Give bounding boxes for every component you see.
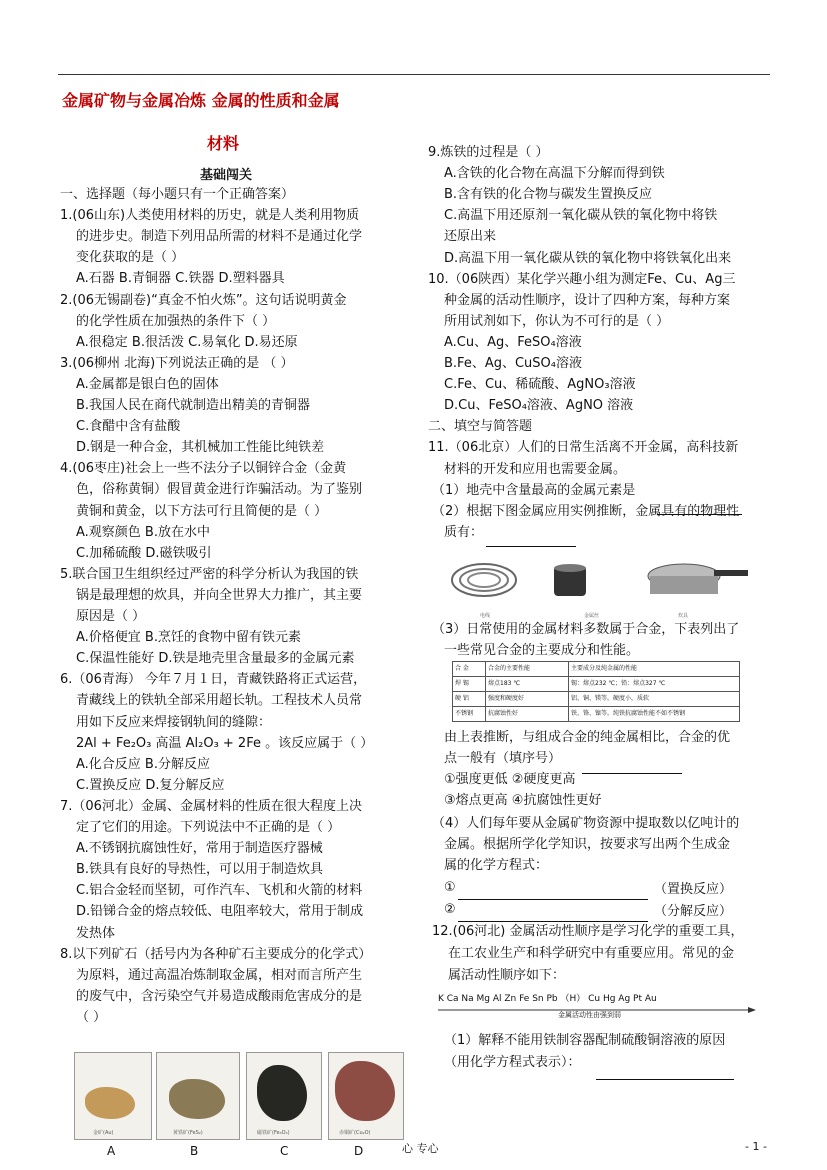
text-line: （ ） [76, 1009, 107, 1025]
equation-blank-1[interactable] [458, 886, 648, 900]
text-line: 材料的开发和应用也需要金属。 [444, 461, 627, 477]
item-caption: 电线 [480, 613, 491, 619]
text-line: ② [444, 902, 456, 917]
ore-letter: A [107, 1144, 116, 1158]
text-line: 还原出来 [444, 229, 497, 245]
item-caption: 炊具 [678, 613, 689, 619]
text-line: A.Cu、Ag、FeSO₄溶液 [444, 334, 582, 350]
ore-caption: 磁铁矿(Fe₃O₄) [257, 1130, 290, 1136]
text-line: 2Al + Fe₂O₃ 高温 Al₂O₃ + 2Fe 。该反应属于（ ） [76, 735, 374, 751]
text-line: 3.(06柳州 北海)下列说法正确的是 （ ） [60, 355, 294, 371]
text-line: （1）地壳中含量最高的金属元素是 [432, 482, 636, 498]
text-line: C.置换反应 D.复分解反应 [76, 777, 225, 793]
ore-image-pyrite [156, 1052, 240, 1140]
text-line: C.食醋中含有盐酸 [76, 419, 181, 435]
text-line: 用如下反应来焊接钢轨间的缝隙： [76, 714, 272, 730]
text-line: 变化获取的是（ ） [76, 250, 185, 266]
text-line: A.石器 B.青铜器 C.铁器 D.塑料器具 [76, 271, 285, 287]
text-line: B.我国人民在商代就制造出精美的青铜器 [76, 398, 311, 413]
text-line: B.铁具有良好的导热性，可以用于制造炊具 [76, 862, 324, 878]
text-line: 为原料，通过高温冶炼制取金属，相对而言所产生 [76, 967, 363, 983]
text-line: ① [444, 880, 456, 895]
text-line: 的化学性质在加强热的条件下（ ） [76, 313, 276, 329]
table-cell: 焊 锡 [453, 677, 486, 692]
text-line: 二、填空与简答题 [428, 419, 533, 435]
text-line: 一些常见合金的主要成分和性能。 [444, 643, 640, 658]
text-line: A.化合反应 B.分解反应 [76, 756, 210, 772]
text-line: （2）根据下图金属应用实例推断，金属具有的物理性 [432, 503, 740, 519]
text-line: （用化学方程式表示）： [444, 1055, 581, 1070]
text-line: 金属。根据所学化学知识，按要求写出两个生成金 [444, 837, 731, 852]
text-line: A.很稳定 B.很活泼 C.易氧化 D.易还原 [76, 334, 298, 350]
text-line: （3）日常使用的金属材料多数属于合金，下表列出了 [432, 622, 740, 637]
activity-caption: 金属活动性由强到弱 [558, 1011, 621, 1019]
text-line: C.保温性能好 D.铁是地壳里含量最多的金属元素 [76, 651, 355, 667]
text-line: C.铝合金轻而坚韧，可作汽车、飞机和火箭的材料 [76, 883, 363, 899]
text-line: 属的化学方程式： [444, 858, 549, 873]
text-line: 黄铜和黄金，以下方法可行且简便的是（ ） [76, 503, 328, 519]
table-row [453, 677, 740, 692]
text-line: 8.以下列矿石（括号内为各种矿石主要成分的化学式） [60, 946, 372, 962]
ore-caption: 金矿(Au) [93, 1130, 114, 1136]
reaction-type-1: （置换反应） [654, 882, 733, 897]
ore-image-cuprite [328, 1052, 404, 1140]
text-line: A.金属都是银白色的固体 [76, 376, 219, 392]
table-cell: 硬 铝 [453, 692, 486, 707]
text-line: A.价格便宜 B.烹饪的食物中留有铁元素 [76, 630, 301, 646]
footer-text: 心 专心 [402, 1142, 439, 1155]
page-number: - 1 - [745, 1140, 767, 1153]
text-line: （1）解释不能用铁制容器配制硫酸铜溶液的原因 [444, 1033, 726, 1048]
metal-items-svg [444, 556, 764, 622]
text-line: D.高温下用一氧化碳从铁的氧化物中将铁氧化出来 [444, 250, 732, 266]
text-line: C.Fe、Cu、稀硫酸、AgNO₃溶液 [444, 377, 636, 393]
answer-blank[interactable] [657, 501, 742, 515]
ore-image-gold [74, 1052, 152, 1140]
table-row [453, 707, 740, 722]
text-line: ③熔点更高 ④抗腐蚀性更好 [444, 793, 602, 808]
text-line: B.Fe、Ag、CuSO₄溶液 [444, 356, 582, 371]
text-line: 9.炼铁的过程是（ ） [428, 145, 549, 160]
ore-letter: D [354, 1144, 364, 1158]
doc-title-line1: 金属矿物与金属冶炼 金属的性质和金属 [62, 91, 340, 110]
reaction-type-2: （分解反应） [654, 904, 733, 919]
text-line: 7.（06河北）金属、金属材料的性质在很大程度上决 [60, 798, 362, 814]
table-cell: 铁、铬、镍等。纯铁抗腐蚀性能不如不锈钢 [569, 707, 740, 722]
ore-image-magnetite [246, 1052, 322, 1140]
answer-blank[interactable] [596, 1066, 734, 1080]
ore-letter: B [190, 1144, 199, 1158]
table-cell: 铝、铜、镁等。硬度小，质软 [569, 692, 740, 707]
text-line: D.铅锑合金的熔点较低、电阻率较大，常用于制成 [76, 904, 364, 920]
table-cell: 抗腐蚀性好 [486, 707, 569, 722]
ore-letter: C [280, 1144, 289, 1158]
text-line: 点一般有（填序号） [444, 751, 562, 766]
text-line: 质有： [444, 524, 484, 540]
text-line: C.加稀硫酸 D.磁铁吸引 [76, 545, 212, 561]
table-header-row [453, 662, 740, 677]
text-line: 2.(06无锡副卷)“真金不怕火炼”。这句话说明黄金 [60, 292, 347, 308]
text-line: 11.（06北京）人们的日常生活离不开金属，高科技新 [428, 440, 739, 456]
text-line: 青藏线上的铁轨全部采用超长轨。工程技术人员常 [76, 693, 363, 709]
text-line: 色，俗称黄铜）假冒黄金进行诈骗活动。为了鉴别 [76, 482, 363, 498]
header-rule [58, 74, 770, 75]
text-line: 5.联合国卫生组织经过严密的科学分析认为我国的铁 [60, 566, 359, 582]
text-line: 定了它们的用途。下列说法中不正确的是（ ） [76, 820, 341, 835]
answer-blank[interactable] [582, 760, 682, 774]
text-line: 发热体 [76, 925, 116, 941]
text-line: 种金属的活动性顺序，设计了四种方案，每种方案 [444, 292, 731, 308]
text-line: 原因是（ ） [76, 609, 146, 624]
table-header-cell: 主要成分及纯金属的性能 [569, 662, 740, 677]
text-line: 属活动性顺序如下： [448, 968, 566, 983]
equation-blank-2[interactable] [458, 908, 648, 922]
alloy-table [452, 661, 740, 722]
text-line: （4）人们每年要从金属矿物资源中提取数以亿吨计的 [432, 816, 740, 831]
text-line: D.Cu、FeSO₄溶液、AgNO 溶液 [444, 398, 634, 414]
text-line: 的进步史。制造下列用品所需的材料不是通过化学 [76, 229, 363, 245]
text-line: 4.(06枣庄)社会上一些不法分子以铜锌合金（金黄 [60, 461, 347, 477]
text-line: 一、选择题（每小题只有一个正确答案） [60, 187, 295, 202]
ore-caption: 赤铜矿(Cu₂O) [339, 1130, 371, 1136]
table-cell: 强度和硬度好 [486, 692, 569, 707]
table-cell: 锡：熔点232 ℃；铅：熔点327 ℃ [569, 677, 740, 692]
text-line: 的废气中，含污染空气并易造成酸雨危害成分的是 [76, 988, 363, 1004]
text-line: A.不锈钢抗腐蚀性好，常用于制造医疗器械 [76, 841, 323, 857]
table-cell: 不锈钢 [453, 707, 486, 722]
text-line: B.含有铁的化合物与碳发生置换反应 [444, 187, 653, 203]
text-line: D.钢是一种合金，其机械加工性能比纯铁差 [76, 440, 325, 456]
text-line: 10.（06陕西）某化学兴趣小组为测定Fe、Cu、Ag三 [428, 271, 736, 287]
text-line: 1.(06山东)人类使用材料的历史，就是人类利用物质 [60, 208, 360, 224]
text-line: A.含铁的化合物在高温下分解而得到铁 [444, 166, 665, 182]
doc-title-line2: 材料 [207, 134, 240, 153]
table-cell: 熔点183 ℃ [486, 677, 569, 692]
text-line: 锅是最理想的炊具，并向全世界大力推广，其主要 [76, 587, 363, 603]
text-line: 在工农业生产和科学研究中有重要应用。常见的金 [448, 946, 735, 961]
text-line: A.观察颜色 B.放在水中 [76, 524, 210, 540]
table-header-cell: 合金的主要性能 [486, 662, 569, 677]
text-line: 由上表推断，与组成合金的纯金属相比，合金的优 [444, 730, 731, 745]
answer-blank[interactable] [486, 533, 576, 547]
section-subtitle: 基础闯关 [200, 168, 253, 183]
activity-series: K Ca Na Mg Al Zn Fe Sn Pb （H） Cu Hg Ag Pt Au [438, 994, 657, 1004]
ore-caption: 黄铁矿(FeS₂) [173, 1130, 203, 1136]
text-line: ①强度更低 ②硬度更高 [444, 772, 576, 787]
text-line: 6.（06青海） 今年７月１日，青藏铁路将正式运营， [60, 672, 367, 688]
table-header-cell: 合 金 [453, 662, 486, 677]
text-line: 所用试剂如下，你认为不可行的是（ ） [444, 313, 670, 329]
table-row [453, 692, 740, 707]
text-line: 12.(06河北) 金属活动性顺序是学习化学的重要工具， [432, 924, 744, 939]
item-caption: 金属丝 [584, 613, 600, 619]
text-line: C.高温下用还原剂一氧化碳从铁的氧化物中将铁 [444, 208, 718, 224]
